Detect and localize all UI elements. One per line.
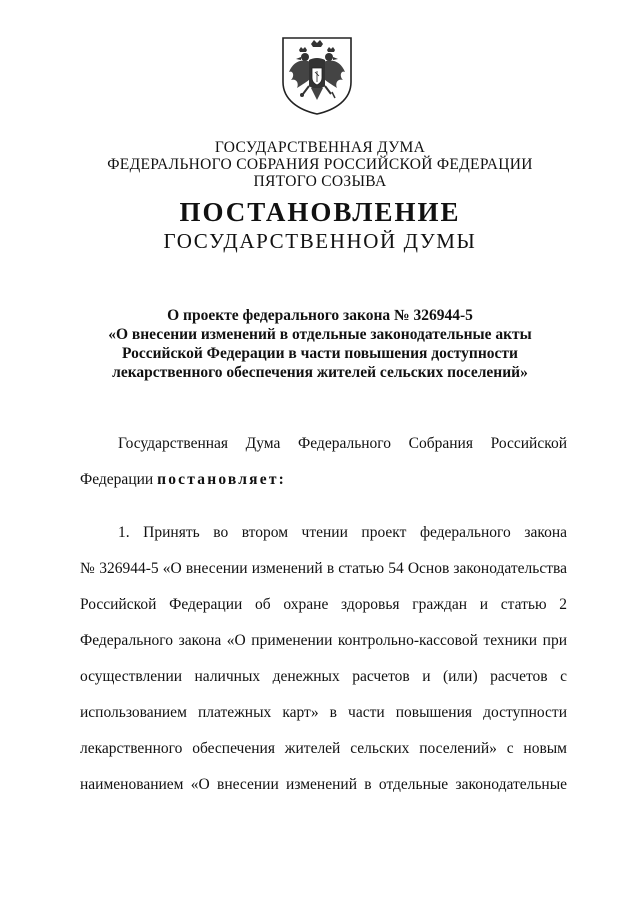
document-subtitle: ГОСУДАРСТВЕННОЙ ДУМЫ <box>163 229 477 253</box>
issuer-line-convocation: ПЯТОГО СОЗЫВА <box>253 173 387 190</box>
subject-line-2: «О внесении изменений в отдельные законодательные акты <box>108 326 532 343</box>
paragraph1-line-3: Российской Федерации об охране здоровья граждан и статью 2 <box>80 596 567 613</box>
document-title: ПОСТАНОВЛЕНИЕ <box>179 197 461 227</box>
preamble-line-1: Государственная Дума Федерального Собрания Российской <box>118 435 567 452</box>
paragraph1-line-2: № 326944-5 «О внесении изменений в статью 54 Основ законодательства <box>80 560 567 577</box>
paragraph1-line-8: наименованием «О внесении изменений в отдельные законодательные <box>80 776 567 793</box>
subject-line-4: лекарственного обеспечения жителей сельских поселений» <box>112 364 528 381</box>
issuer-line-duma: ГОСУДАРСТВЕННАЯ ДУМА <box>214 139 426 156</box>
coat-of-arms-emblem <box>275 32 359 116</box>
paragraph1-line-5: осуществлении наличных денежных расчетов и (или) расчетов с <box>80 668 567 685</box>
paragraph1-line-4: Федерального закона «О применении контрольно-кассовой техники при <box>80 632 567 649</box>
preamble-line-2 <box>80 470 567 490</box>
subject-line-1: О проекте федерального закона № 326944-5 <box>167 307 473 324</box>
paragraph1-line-6: использованием платежных карт» в части повышения доступности <box>80 704 567 721</box>
preamble-text: Федерации <box>80 471 158 488</box>
issuer-line-federal-assembly: ФЕДЕРАЛЬНОГО СОБРАНИЯ РОССИЙСКОЙ ФЕДЕРАЦИИ <box>107 156 533 173</box>
paragraph1-line-7: лекарственного обеспечения жителей сельских поселений» с новым <box>80 740 567 757</box>
double-headed-eagle-icon <box>275 32 359 116</box>
paragraph1-line-1: 1. Принять во втором чтении проект федерального закона <box>118 524 567 541</box>
subject-line-3: Российской Федерации в части повышения доступности <box>122 345 518 362</box>
decree-word: постановляет: <box>157 471 286 488</box>
